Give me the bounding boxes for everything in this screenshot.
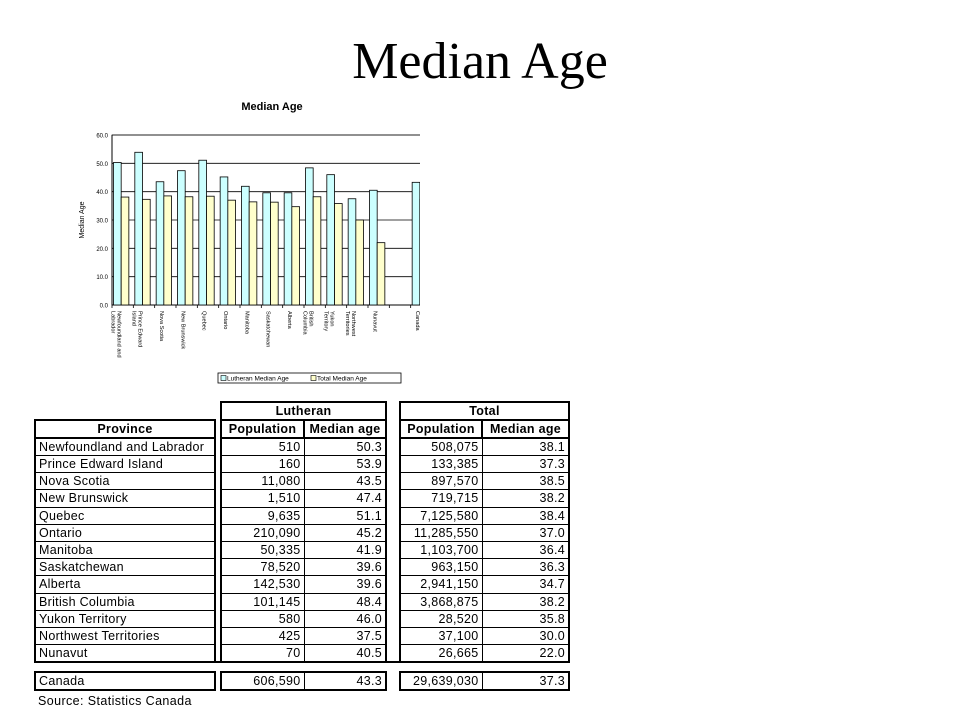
lutheran-median-cell: 39.6 [304, 559, 386, 576]
lutheran-median-cell: 53.9 [304, 456, 386, 473]
lutheran-population-cell: 9,635 [221, 507, 304, 524]
lutheran-population-cell: 101,145 [221, 593, 304, 610]
bar-total [271, 202, 279, 305]
total-median-cell: 30.0 [482, 627, 569, 644]
province-cell: New Brunswick [35, 490, 215, 507]
total-median-cell: 38.2 [482, 593, 569, 610]
bar-total [207, 196, 215, 305]
table-row [35, 473, 569, 490]
lutheran-population-cell: 11,080 [221, 473, 304, 490]
lutheran-median-cell: 43.3 [304, 672, 386, 690]
bar-total [313, 197, 321, 305]
header-total-population: Population [400, 420, 482, 438]
lutheran-median-cell: 47.4 [304, 490, 386, 507]
chart-title: Median Age [241, 101, 303, 113]
x-tick-label: Manitoba [243, 311, 250, 335]
total-population-cell: 7,125,580 [400, 507, 482, 524]
y-tick-label: 40.0 [96, 190, 108, 197]
province-cell: Northwest Territories [35, 627, 215, 644]
bar-lutheran [327, 175, 335, 305]
total-median-cell: 38.4 [482, 507, 569, 524]
total-population-cell: 2,941,150 [400, 576, 482, 593]
x-tick-label: YukonTerritory [322, 311, 335, 332]
x-tick-label: BritishColumbia [301, 311, 314, 335]
x-tick-label: Quebec [200, 311, 207, 331]
bar-lutheran [199, 160, 207, 305]
bar-lutheran [305, 168, 313, 305]
slide-title: Median Age [352, 33, 608, 90]
lutheran-median-cell: 41.9 [304, 541, 386, 558]
source-note: Source: Statistics Canada [38, 694, 192, 708]
total-population-cell: 37,100 [400, 627, 482, 644]
lutheran-median-cell: 48.4 [304, 593, 386, 610]
bar-lutheran [220, 177, 228, 305]
legend-label: Lutheran Median Age [227, 375, 289, 383]
table-row [35, 559, 569, 576]
column-header-row [35, 420, 569, 438]
province-cell: Alberta [35, 576, 215, 593]
total-population-cell: 3,868,875 [400, 593, 482, 610]
province-cell: Saskatchewan [35, 559, 215, 576]
province-cell: Prince Edward Island [35, 456, 215, 473]
total-median-cell: 34.7 [482, 576, 569, 593]
y-axis-label: Median Age [79, 201, 86, 239]
x-tick-label: Canada [414, 311, 420, 331]
lutheran-median-cell: 45.2 [304, 524, 386, 541]
province-cell: Quebec [35, 507, 215, 524]
legend-label: Total Median Age [317, 375, 367, 383]
lutheran-median-cell: 50.3 [304, 438, 386, 456]
x-tick-label: Prince EdwardIsland [130, 311, 143, 348]
y-tick-label: 20.0 [96, 246, 108, 253]
group-header-row [35, 402, 569, 420]
y-tick-label: 50.0 [96, 161, 108, 168]
bar-total [356, 220, 364, 305]
bar-total [228, 200, 236, 305]
bar-lutheran [284, 193, 292, 305]
lutheran-median-cell: 40.5 [304, 645, 386, 663]
total-population-cell: 26,665 [400, 645, 482, 663]
y-tick-label: 0.0 [99, 303, 108, 310]
province-cell: Yukon Territory [35, 610, 215, 627]
bar-total [377, 243, 385, 305]
province-cell: Manitoba [35, 541, 215, 558]
province-cell: British Columbia [35, 593, 215, 610]
legend-swatch-total [311, 376, 316, 381]
lutheran-population-cell: 1,510 [221, 490, 304, 507]
table-row [35, 438, 569, 456]
x-tick-label: Saskatchewan [264, 311, 271, 348]
header-lutheran-population: Population [221, 420, 304, 438]
table-row [35, 524, 569, 541]
bar-lutheran [156, 182, 164, 305]
lutheran-population-cell: 142,530 [221, 576, 304, 593]
table-row [35, 507, 569, 524]
total-population-cell: 719,715 [400, 490, 482, 507]
lutheran-population-cell: 510 [221, 438, 304, 456]
lutheran-population-cell: 70 [221, 645, 304, 663]
lutheran-population-cell: 425 [221, 627, 304, 644]
total-median-cell: 37.0 [482, 524, 569, 541]
bar-lutheran [177, 171, 185, 305]
total-population-cell: 133,385 [400, 456, 482, 473]
province-cell: Nova Scotia [35, 473, 215, 490]
bar-total [335, 204, 343, 305]
total-median-cell: 38.1 [482, 438, 569, 456]
total-population-cell: 897,570 [400, 473, 482, 490]
table-row [35, 456, 569, 473]
total-population-cell: 29,639,030 [400, 672, 482, 690]
lutheran-median-cell: 37.5 [304, 627, 386, 644]
bar-total [249, 202, 257, 305]
x-tick-label: New Brunswick [179, 311, 186, 350]
lutheran-median-cell: 46.0 [304, 610, 386, 627]
total-median-cell: 35.8 [482, 610, 569, 627]
bar-lutheran [241, 186, 249, 305]
bar-lutheran [135, 152, 143, 305]
x-tick-label: Nova Scotia [158, 311, 164, 342]
legend-swatch-lutheran [221, 376, 226, 381]
lutheran-population-cell: 50,335 [221, 541, 304, 558]
lutheran-population-cell: 160 [221, 456, 304, 473]
y-tick-label: 30.0 [96, 218, 108, 225]
group-header-lutheran: Lutheran [221, 402, 386, 420]
table-row [35, 627, 569, 644]
total-median-cell: 37.3 [482, 456, 569, 473]
total-median-cell: 36.3 [482, 559, 569, 576]
table-row [35, 541, 569, 558]
bar-lutheran [263, 193, 271, 305]
bar-lutheran [113, 162, 121, 305]
x-tick-label: Alberta [286, 311, 292, 329]
median-age-table [34, 401, 570, 691]
total-median-cell: 36.4 [482, 541, 569, 558]
x-tick-label: Nunavut [371, 311, 378, 332]
bar-lutheran [369, 190, 377, 305]
bar-lutheran [348, 199, 356, 305]
total-population-cell: 28,520 [400, 610, 482, 627]
bar-lutheran [412, 182, 420, 305]
total-population-cell: 508,075 [400, 438, 482, 456]
y-tick-label: 10.0 [96, 275, 108, 282]
total-population-cell: 963,150 [400, 559, 482, 576]
table-row [35, 593, 569, 610]
total-median-cell: 38.2 [482, 490, 569, 507]
total-median-cell: 37.3 [482, 672, 569, 690]
total-population-cell: 11,285,550 [400, 524, 482, 541]
canada-total-row [35, 672, 569, 690]
bar-total [292, 207, 300, 305]
header-province: Province [35, 420, 215, 438]
table-row [35, 490, 569, 507]
group-header-total: Total [400, 402, 569, 420]
lutheran-population-cell: 210,090 [221, 524, 304, 541]
province-cell: Canada [35, 672, 215, 690]
table-row [35, 610, 569, 627]
table-row [35, 645, 569, 663]
province-cell: Newfoundland and Labrador [35, 438, 215, 456]
province-cell: Ontario [35, 524, 215, 541]
bar-total [164, 196, 172, 305]
header-total-median: Median age [482, 420, 569, 438]
total-median-cell: 22.0 [482, 645, 569, 663]
lutheran-median-cell: 43.5 [304, 473, 386, 490]
header-lutheran-median: Median age [304, 420, 386, 438]
lutheran-population-cell: 78,520 [221, 559, 304, 576]
lutheran-population-cell: 580 [221, 610, 304, 627]
province-cell: Nunavut [35, 645, 215, 663]
x-tick-label: Newfoundland andLabrador [109, 311, 122, 358]
x-tick-label: Ontario [222, 311, 228, 330]
bar-total [185, 197, 193, 305]
bar-total [121, 197, 129, 305]
table-row [35, 576, 569, 593]
bar-total [143, 199, 151, 305]
total-median-cell: 38.5 [482, 473, 569, 490]
total-population-cell: 1,103,700 [400, 541, 482, 558]
lutheran-median-cell: 51.1 [304, 507, 386, 524]
median-age-chart [70, 96, 420, 388]
lutheran-median-cell: 39.6 [304, 576, 386, 593]
lutheran-population-cell: 606,590 [221, 672, 304, 690]
x-tick-label: NorthwestTerritories [344, 311, 356, 337]
y-tick-label: 60.0 [96, 133, 108, 140]
